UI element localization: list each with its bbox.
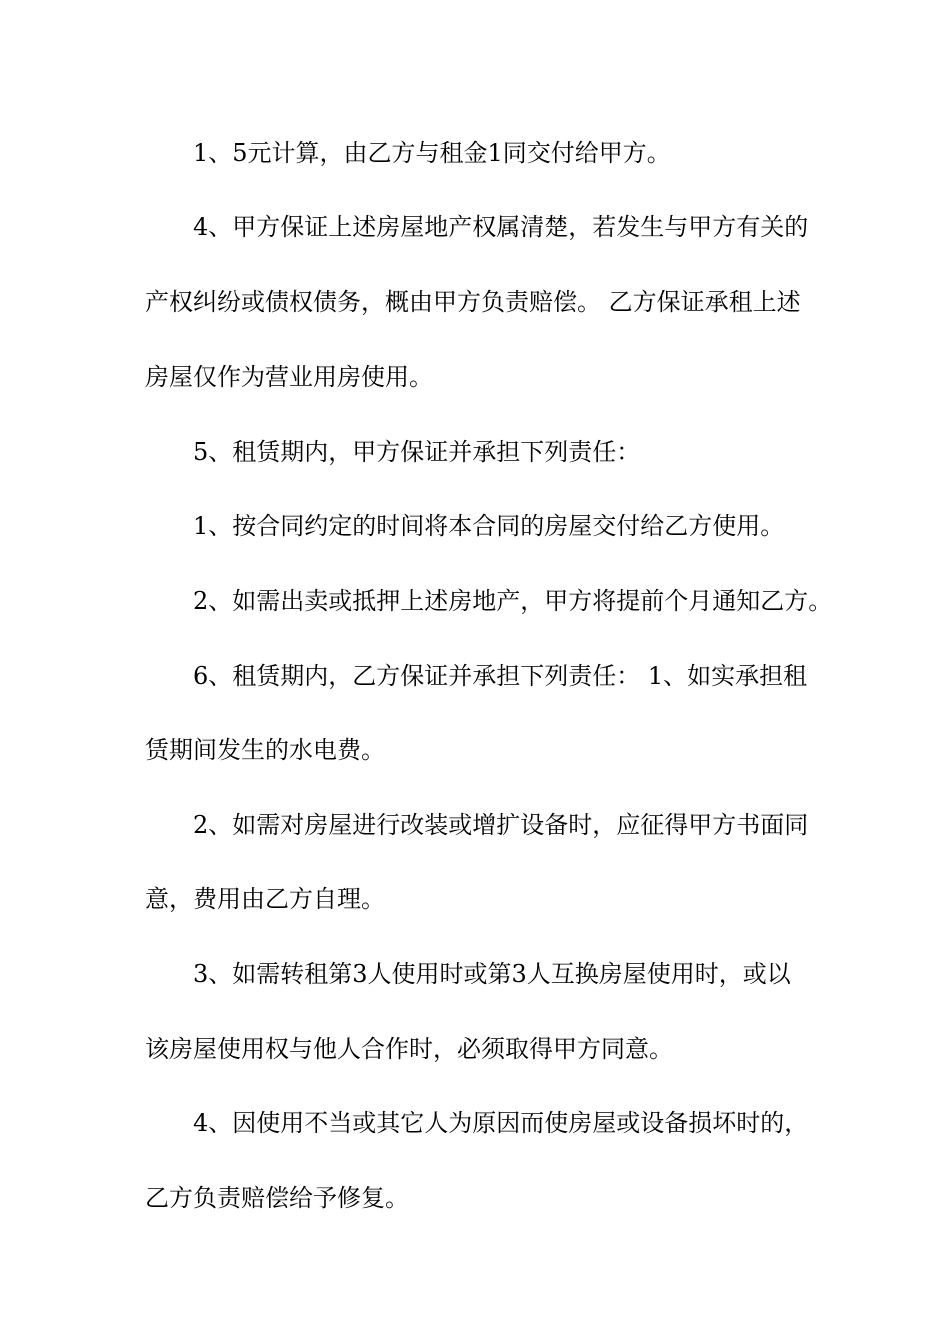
text-line-15: 乙方负责赔偿给予修复。 (145, 1184, 409, 1212)
text-line-5: 5、租赁期内，甲方保证并承担下列责任： (193, 438, 641, 466)
text-line-2: 4、甲方保证上述房屋地产权属清楚，若发生与甲方有关的 (193, 213, 809, 241)
text-line-11: 意，费用由乙方自理。 (145, 885, 385, 913)
text-line-9: 赁期间发生的水电费。 (145, 736, 385, 764)
text-line-8: 6、租赁期内，乙方保证并承担下列责任： 1、如实承担租 (193, 662, 808, 690)
text-line-14: 4、因使用不当或其它人为原因而使房屋或设备损坏时的， (193, 1109, 809, 1137)
text-line-4: 房屋仅作为营业用房使用。 (145, 363, 433, 391)
text-line-10: 2、如需对房屋进行改装或增扩设备时，应征得甲方书面同 (193, 811, 809, 839)
text-line-13: 该房屋使用权与他人合作时，必须取得甲方同意。 (145, 1035, 673, 1063)
text-line-6: 1、按合同约定的时间将本合同的房屋交付给乙方使用。 (193, 512, 785, 540)
text-line-1: 1、5元计算，由乙方与租金1同交付给甲方。 (193, 139, 671, 167)
text-line-3: 产权纠纷或债权债务，概由甲方负责赔偿。 乙方保证承租上述 (145, 288, 801, 316)
text-line-12: 3、如需转租第3人使用时或第3人互换房屋使用时，或以 (193, 960, 791, 988)
text-line-7: 2、如需出卖或抵押上述房地产，甲方将提前个月通知乙方。 (193, 587, 833, 615)
